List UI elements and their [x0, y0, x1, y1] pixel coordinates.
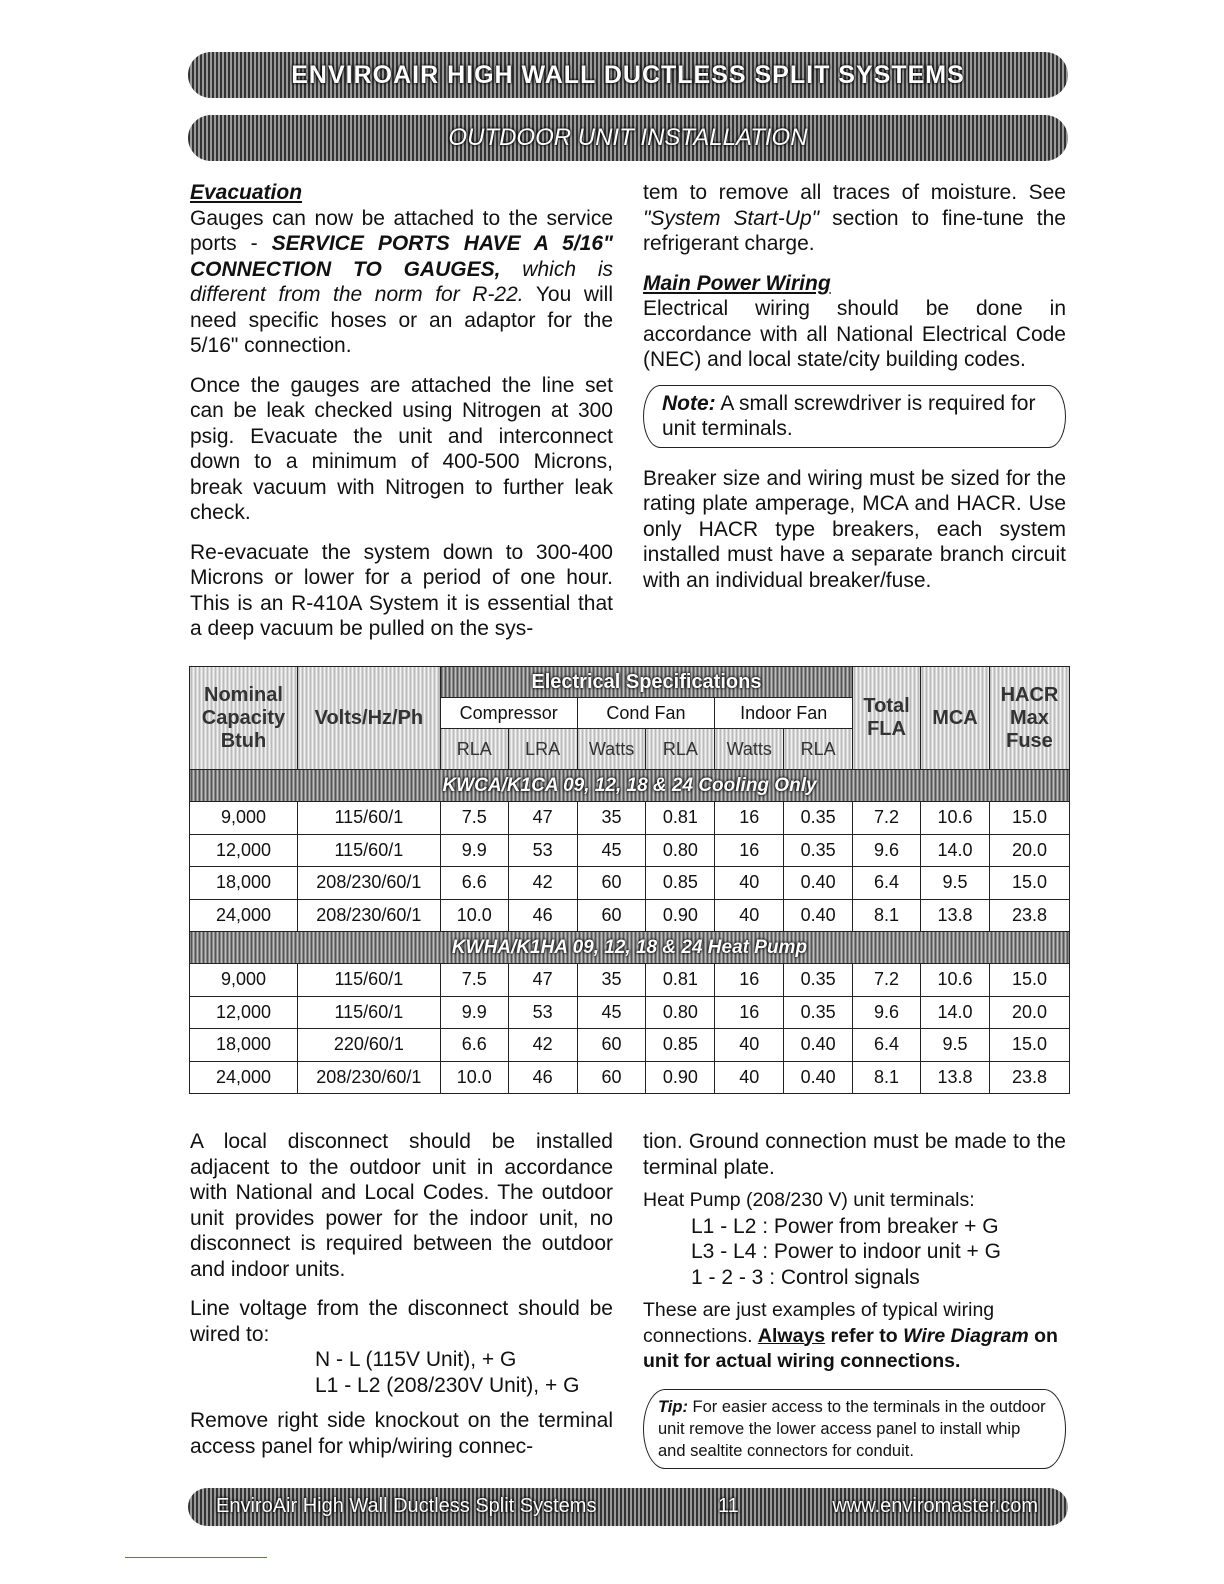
table-cell: 20.0	[989, 996, 1069, 1029]
header-indoor-fan-rla: RLA	[784, 729, 853, 770]
system-startup-reference: "System Start-Up"	[643, 206, 820, 230]
table-cell: 40	[715, 1061, 784, 1094]
evacuation-paragraph-1	[190, 206, 613, 359]
evacuation-paragraph-3: Re-evacuate the system down to 300-400 Microns or lower for a period of one hour. This is an R-410A System it is essential that a deep vacuum be pulled on the sys-	[190, 540, 613, 640]
table-cell: 0.40	[784, 1061, 853, 1094]
table-cell: 42	[508, 1029, 577, 1062]
table-title	[440, 667, 852, 698]
table-cell: 0.35	[784, 834, 853, 867]
table-cell: 10.0	[440, 1061, 508, 1094]
table-cell: 10.6	[921, 964, 990, 997]
table-cell: 0.35	[784, 802, 853, 835]
table-title-row	[190, 667, 1070, 698]
disconnect-paragraph: A local disconnect should be installed adjacent to the outdoor unit in accordance with National and Local Codes. The outdoor unit provides power for the indoor unit, no disconnect is required between the outdoor and indoor units.	[190, 1130, 613, 1281]
service-ports-warning: SERVICE PORTS HAVE A 5/16" CONNECTION TO GAUGES,	[190, 232, 613, 281]
section-title: OUTDOOR UNIT INSTALLATION	[448, 124, 808, 151]
table-row	[190, 802, 1070, 835]
table-cell: 40	[715, 867, 784, 900]
table-row	[190, 1061, 1070, 1094]
header-compressor-lra: LRA	[508, 729, 577, 770]
knockout-paragraph: Remove right side knockout on the terminal access panel for whip/wiring connec-	[190, 1409, 613, 1458]
table-cell: 45	[577, 996, 646, 1029]
table-cell: 8.1	[853, 1061, 921, 1094]
table-row	[190, 899, 1070, 932]
table-cell: 60	[577, 867, 646, 900]
page-number: 11	[718, 1495, 739, 1517]
table-cell: 208/230/60/1	[297, 1061, 440, 1094]
section-row-cooling	[190, 770, 1070, 802]
table-cell: 115/60/1	[297, 996, 440, 1029]
tip-label: Tip:	[658, 1397, 688, 1416]
heat-pump-rows	[190, 964, 1070, 1094]
right-column-bottom	[643, 1129, 1066, 1469]
table-cell: 9,000	[190, 802, 298, 835]
table-cell: 15.0	[989, 802, 1069, 835]
text: section to fine-tune the refrigerant charge.	[643, 206, 1066, 255]
table-cell: 24,000	[190, 1061, 298, 1094]
table-cell: 23.8	[989, 1061, 1069, 1094]
table-row	[190, 996, 1070, 1029]
wire-diagram-emphasis: Wire Diagram	[903, 1324, 1029, 1347]
table-cell: 115/60/1	[297, 802, 440, 835]
section-cooling-text: KWCA/K1CA 09, 12, 18 & 24 Cooling Only	[442, 774, 817, 796]
cooling-rows	[190, 802, 1070, 932]
table-cell: 15.0	[989, 1029, 1069, 1062]
table-cell: 0.35	[784, 996, 853, 1029]
table-cell: 12,000	[190, 996, 298, 1029]
note-text: A small screwdriver is required for unit terminals.	[662, 391, 1036, 440]
table-cell: 20.0	[989, 834, 1069, 867]
table-cell: 15.0	[989, 867, 1069, 900]
header-mca: MCA	[921, 667, 990, 770]
table-cell: 16	[715, 996, 784, 1029]
text-bold: on unit for actual wiring connections.	[643, 1324, 1058, 1372]
table-cell: 0.40	[784, 867, 853, 900]
header-banner	[188, 52, 1068, 98]
line-voltage-paragraph: Line voltage from the disconnect should be wired to:	[190, 1297, 613, 1346]
table-cell: 208/230/60/1	[297, 867, 440, 900]
table-cell: 0.40	[784, 1029, 853, 1062]
table-cell: 115/60/1	[297, 834, 440, 867]
table-cell: 46	[508, 899, 577, 932]
header-cond-fan: Cond Fan	[577, 698, 715, 729]
page-underline	[125, 1557, 267, 1558]
table-cell: 0.90	[646, 1061, 715, 1094]
header-total-fla: Total FLA	[853, 667, 921, 770]
table-cell: 208/230/60/1	[297, 899, 440, 932]
table-cell: 47	[508, 802, 577, 835]
table-cell: 115/60/1	[297, 964, 440, 997]
table-cell: 16	[715, 964, 784, 997]
header-compressor-rla: RLA	[440, 729, 508, 770]
table-cell: 23.8	[989, 899, 1069, 932]
table-cell: 53	[508, 834, 577, 867]
evacuation-paragraph-2: Once the gauges are attached the line set can be leak checked using Nitrogen at 300 psig. Evacuate the unit and interconnect down to a minimum of 400-500 Microns, break vacuum with Nitrogen to further leak check.	[190, 373, 613, 524]
footer-banner	[188, 1488, 1068, 1526]
table-cell: 6.6	[440, 867, 508, 900]
footer-url: www.enviromaster.com	[832, 1495, 1038, 1517]
table-cell: 9,000	[190, 964, 298, 997]
table-row	[190, 867, 1070, 900]
table-cell: 16	[715, 834, 784, 867]
table-row	[190, 1029, 1070, 1062]
text: Gauges can now be attached to the service ports -	[190, 206, 613, 255]
table-cell: 47	[508, 964, 577, 997]
table-cell: 18,000	[190, 1029, 298, 1062]
power-paragraph-2: Breaker size and wiring must be sized for the rating plate amperage, MCA and HACR. Use only HACR type breakers, each system installed must have a separate branch circuit with an individual breaker/fuse.	[643, 466, 1066, 592]
table-cell: 10.6	[921, 802, 990, 835]
table-cell: 42	[508, 867, 577, 900]
table-cell: 0.90	[646, 899, 715, 932]
evacuation-continued	[643, 180, 1066, 257]
table-cell: 45	[577, 834, 646, 867]
table-cell: 9.6	[853, 834, 921, 867]
table-cell: 24,000	[190, 899, 298, 932]
table-cell: 46	[508, 1061, 577, 1094]
table-cell: 0.80	[646, 834, 715, 867]
section-heat-pump-text: KWHA/K1HA 09, 12, 18 & 24 Heat Pump	[451, 936, 808, 958]
footer-title: EnviroAir High Wall Ductless Split Systems	[216, 1495, 597, 1517]
left-column-bottom	[190, 1129, 613, 1473]
table-cell: 13.8	[921, 1061, 990, 1094]
header-hacr: HACR Max Fuse	[989, 667, 1069, 770]
header-indoor-fan: Indoor Fan	[715, 698, 853, 729]
header-compressor: Compressor	[440, 698, 577, 729]
table-row	[190, 834, 1070, 867]
table-cell: 0.40	[784, 899, 853, 932]
header-nominal-capacity: Nominal Capacity Btuh	[190, 667, 298, 770]
electrical-specifications-table	[189, 666, 1070, 1094]
table-cell: 12,000	[190, 834, 298, 867]
note-label: Note:	[662, 391, 716, 415]
table-cell: 7.2	[853, 964, 921, 997]
table-cell: 18,000	[190, 867, 298, 900]
table-row	[190, 964, 1070, 997]
table-cell: 9.9	[440, 996, 508, 1029]
table-cell: 40	[715, 899, 784, 932]
text: tem to remove all traces of moisture. See	[643, 181, 1066, 204]
evacuation-heading: Evacuation	[190, 181, 303, 204]
table-cell: 6.4	[853, 1029, 921, 1062]
table-cell: 7.5	[440, 964, 508, 997]
table-cell: 0.81	[646, 964, 715, 997]
table-cell: 10.0	[440, 899, 508, 932]
text-bold: refer to	[825, 1324, 904, 1347]
main-power-wiring-heading: Main Power Wiring	[643, 271, 831, 295]
document-title: ENVIROAIR HIGH WALL DUCTLESS SPLIT SYSTEMS	[291, 60, 965, 89]
text: You will need specific hoses or an adaptor for the 5/16" connection.	[190, 283, 614, 357]
table-cell: 13.8	[921, 899, 990, 932]
power-paragraph-1: Electrical wiring should be done in accordance with all National Electrical Code (NEC) and local state/city building codes.	[643, 297, 1066, 371]
ground-paragraph: tion. Ground connection must be made to the terminal plate.	[643, 1130, 1066, 1179]
table-cell: 6.4	[853, 867, 921, 900]
table-cell: 15.0	[989, 964, 1069, 997]
table-cell: 6.6	[440, 1029, 508, 1062]
wiring-examples-paragraph	[643, 1298, 1066, 1375]
section-banner	[188, 115, 1068, 161]
left-column-top	[190, 180, 613, 656]
table-cell: 9.9	[440, 834, 508, 867]
table-cell: 14.0	[921, 996, 990, 1029]
text-italic: which is different from the norm for R-22.	[190, 257, 613, 306]
table-cell: 60	[577, 899, 646, 932]
table-cell: 53	[508, 996, 577, 1029]
table-cell: 35	[577, 964, 646, 997]
terminal-line-3: 1 - 2 - 3 : Control signals	[691, 1265, 920, 1289]
table-cell: 9.6	[853, 996, 921, 1029]
header-indoor-fan-watts: Watts	[715, 729, 784, 770]
table-cell: 0.85	[646, 867, 715, 900]
table-cell: 8.1	[853, 899, 921, 932]
heat-pump-terminals-intro: Heat Pump (208/230 V) unit terminals:	[643, 1189, 975, 1211]
table-cell: 40	[715, 1029, 784, 1062]
text: These are just examples of typical wiring connections.	[643, 1299, 995, 1347]
always-emphasis: Always	[757, 1324, 826, 1347]
table-cell: 0.81	[646, 802, 715, 835]
section-row-heat-pump	[190, 932, 1070, 964]
table-cell: 9.5	[921, 867, 990, 900]
table-cell: 7.2	[853, 802, 921, 835]
wire-line-2: L1 - L2 (208/230V Unit), + G	[315, 1373, 580, 1397]
wire-line-1: N - L (115V Unit), + G	[315, 1348, 517, 1371]
terminal-line-2: L3 - L4 : Power to indoor unit + G	[691, 1240, 1001, 1263]
tip-text: For easier access to the terminals in the outdoor unit remove the lower access panel to install whip and sealtite connectors for conduit.	[658, 1397, 1046, 1460]
table-cell: 35	[577, 802, 646, 835]
section-cooling-only	[190, 770, 1070, 802]
table-cell: 60	[577, 1061, 646, 1094]
table-cell: 220/60/1	[297, 1029, 440, 1062]
right-column-top	[643, 180, 1066, 607]
tip-box	[643, 1389, 1066, 1469]
table-cell: 7.5	[440, 802, 508, 835]
table-cell: 0.35	[784, 964, 853, 997]
header-cond-fan-rla: RLA	[646, 729, 715, 770]
terminal-line-1: L1 - L2 : Power from breaker + G	[691, 1214, 999, 1238]
section-heat-pump	[190, 932, 1070, 964]
note-box	[643, 385, 1066, 448]
table-cell: 16	[715, 802, 784, 835]
table-cell: 0.85	[646, 1029, 715, 1062]
table-cell: 14.0	[921, 834, 990, 867]
table-cell: 9.5	[921, 1029, 990, 1062]
table-title-text: Electrical Specifications	[531, 670, 762, 693]
table-cell: 0.80	[646, 996, 715, 1029]
table-cell: 60	[577, 1029, 646, 1062]
header-volts: Volts/Hz/Ph	[297, 667, 440, 770]
header-cond-fan-watts: Watts	[577, 729, 646, 770]
